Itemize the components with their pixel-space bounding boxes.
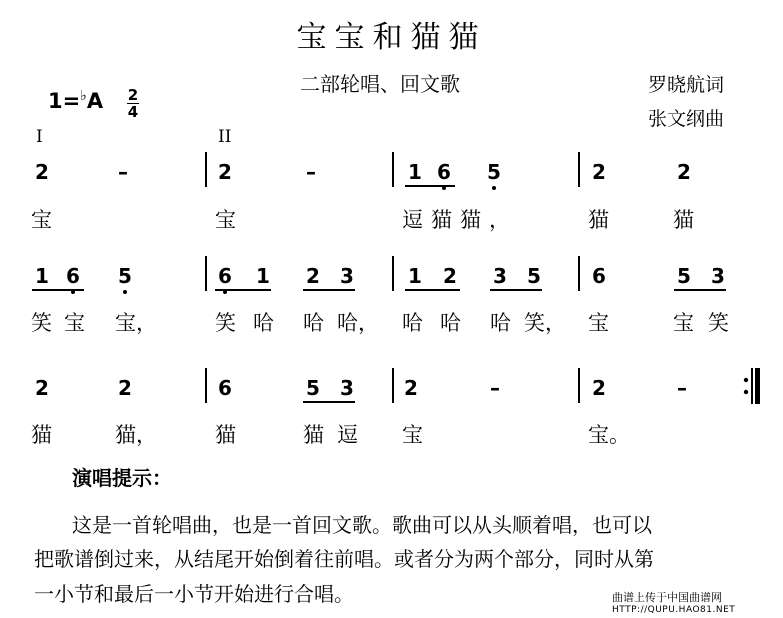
note: 3 [711,264,725,288]
lyric: 笑 [31,311,52,335]
note: 6 [218,376,232,400]
flat-sign: ♭ [80,88,87,104]
lyric: 笑， [524,311,566,335]
song-subtitle: 二部轮唱、回文歌 [300,72,460,96]
lyric: 宝 [402,423,423,447]
note: 6 [66,264,80,288]
note: 5 [527,264,541,288]
note: 6 [437,160,451,184]
note: 5 [118,264,132,288]
hint-line-2: 把歌谱倒过来，从结尾开始倒着往前唱。或者分为两个部分，同时从第 [34,547,654,571]
note: 2 [677,160,691,184]
footer-line-1: 曲谱上传于中国曲谱网 [612,591,722,604]
repeat-end-sign [742,366,762,406]
time-sig-top: 2 [127,86,139,104]
lyric: 笑 [215,311,236,335]
lyric: 逗 [337,423,358,447]
lyric: 宝 [588,311,609,335]
song-title: 宝宝和猫猫 [296,20,487,55]
key-signature [48,88,103,113]
time-signature [127,88,139,119]
note: 6 [218,264,232,288]
hint-line-1: 这是一首轮唱曲，也是一首回文歌。歌曲可以从头顺着唱，也可以 [72,513,652,537]
lyric: 宝 [673,311,694,335]
note: 5 [487,160,501,184]
lyric: 宝 [64,311,85,335]
note: 2 [592,376,606,400]
note: 2 [592,160,606,184]
lyric: 猫 [31,423,52,447]
lyric: 哈 [303,311,324,335]
note: 1 [35,264,49,288]
hint-line-3: 一小节和最后一小节开始进行合唱。 [34,582,354,606]
lyricist-credit: 罗晓航词 [648,74,725,96]
note: 3 [340,376,354,400]
lyric: 猫 [303,423,324,447]
note: 3 [340,264,354,288]
note: 2 [404,376,418,400]
composer-credit: 张文纲曲 [648,108,725,130]
lyric: 宝。 [588,423,630,447]
note: 1 [408,160,422,184]
note: 1 [408,264,422,288]
lyric: 宝， [115,311,157,335]
note: 2 [118,376,132,400]
key-prefix: 1= [48,89,81,113]
lyric: 哈 [440,311,461,335]
note: 3 [493,264,507,288]
lyric: 笑 [708,311,729,335]
lyric: 哈， [337,311,379,335]
note: 2 [306,264,320,288]
lyric: 猫 [673,208,694,232]
note: – [306,160,316,184]
note: 6 [592,264,606,288]
lyric: 宝 [215,208,236,232]
note: 5 [677,264,691,288]
note: 2 [218,160,232,184]
note: – [118,160,128,184]
lyric: 哈 [490,311,511,335]
note: 1 [256,264,270,288]
footer-watermark [612,592,735,616]
lyric: 哈 [402,311,423,335]
time-sig-bottom: 4 [127,103,139,121]
lyric: 哈 [253,311,274,335]
note: – [677,376,687,400]
lyric: 宝 [31,208,52,232]
note: 2 [35,376,49,400]
lyric: 逗猫猫， [402,208,518,232]
note: 2 [35,160,49,184]
hint-title: 演唱提示： [72,466,172,490]
lyric: 猫， [115,423,157,447]
voice-mark-two: II [218,127,232,147]
voice-mark-one: I [36,127,43,147]
footer-line-2: HTTP://QUPU.HAO81.NET [612,605,736,615]
note: 5 [306,376,320,400]
note: – [490,376,500,400]
lyric: 猫 [588,208,609,232]
key-note: A [86,89,104,113]
lyric: 猫 [215,423,236,447]
note: 2 [443,264,457,288]
